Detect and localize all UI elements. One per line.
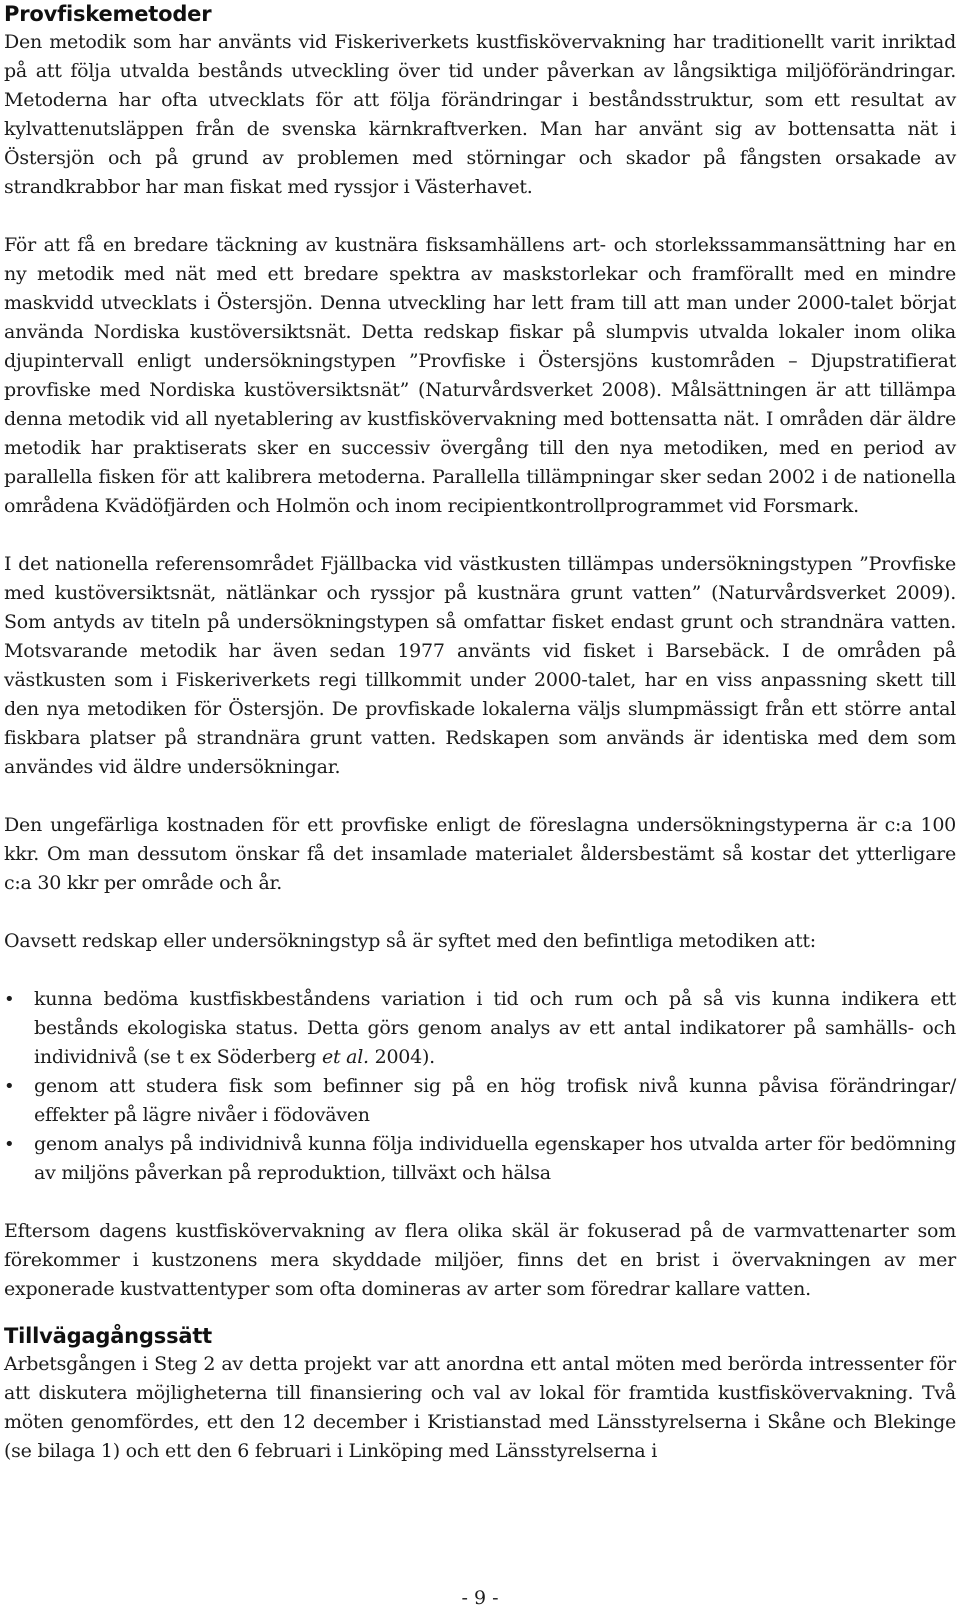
paragraph-2: För att få en bredare täckning av kustnära fisksamhällens art- och storlekssammansättning har en ny metodik med nät med ett bredare spektra av maskstorlekar och framförallt med en mindre maskvidd utvecklats i Östersjön. Denna utveckling har lett fram till att man under 2000-talet börjat använda Nordiska kustöversiktsnät. Detta redskap fiskar på slumpvis utvalda lokaler inom olika djupintervall enligt undersökningstypen ”Provfiske i Östersjöns kustområden – Djupstratifierat provfiske med Nordiska kustöversiktsnät” (Naturvårdsverket 2008). Målsättningen är att tillämpa denna metodik vid all nyetablering av kustfiskövervakning med bottensatta nät. I områden där äldre metodik har praktiserats sker en successiv övergång till den nya metodiken, med en period av parallella fisken för att kalibrera metoderna. Parallella tillämpningar sker sedan 2002 i de nationella områdena Kvädöfjärden och Holmön och inom recipientkontrollprogrammet vid Forsmark.	[4, 234, 956, 517]
list-item	[4, 1130, 956, 1188]
paragraph-3: I det nationella referensområdet Fjällbacka vid västkusten tillämpas undersökningstypen ”Provfiske med kustöversiktsnät, nätlänkar och ryssjor på kustnära grunt vatten” (Naturvårdsverket 2009). Som antyds av titeln på undersökningstypen så omfattar fisket endast grunt och strandnära vatten. Motsvarande metodik har även sedan 1977 använts vid fisket i Barsebäck. I de områden på västkusten som i Fiskeriverkets regi tillkommit under 2000-talet, har en viss anpassning skett till den nya metodiken för Östersjön. De provfiskade lokalerna väljs slumpmässigt från ett större antal fiskbara platser på strandnära grunt vatten. Redskapen som används är identiska med dem som användes vid äldre undersökningar.	[4, 553, 956, 778]
list-item-text-end: 2004).	[368, 1046, 435, 1068]
paragraph-5: Oavsett redskap eller undersökningstyp så är syftet med den befintliga metodiken att:	[4, 930, 816, 952]
list-item-italic: et al.	[321, 1046, 369, 1068]
list-item	[4, 1072, 956, 1130]
list-item-text: genom analys på individnivå kunna följa individuella egenskaper hos utvalda arter för bedömning av miljöns påverkan på reproduktion, tillväxt och hälsa	[34, 1133, 956, 1184]
section-heading-tillvagagangssatt: Tillvägagångssätt	[4, 1324, 213, 1348]
bullet-icon: •	[4, 1134, 15, 1155]
paragraph-tillvagagangssatt: Arbetsgången i Steg 2 av detta projekt var att anordna ett antal möten med berörda intressenter för att diskutera möjligheterna till finansiering och val av lokal för framtida kustfiskövervakning. Två möten genomfördes, ett den 12 december i Kristianstad med Länsstyrelserna i Skåne och Blekinge (se bilaga 1) och ett den 6 februari i Linköping med Länsstyrelserna i	[4, 1353, 956, 1462]
page-number: - 9 -	[461, 1587, 499, 1609]
list-item	[4, 985, 956, 1072]
purpose-list	[4, 985, 956, 1188]
page-content	[4, 0, 956, 1466]
closing-paragraph: Eftersom dagens kustfiskövervakning av flera olika skäl är fokuserad på de varmvattenarter som förekommer i kustzonens mera skyddade miljöer, finns det en brist i övervakningen av mer exponerade kustvattentyper som ofta domineras av arter som föredrar kallare vatten.	[4, 1220, 956, 1300]
bullet-icon: •	[4, 1076, 15, 1097]
list-item-text: genom att studera fisk som befinner sig på en hög trofisk nivå kunna påvisa förändringar/ effekter på lägre nivåer i födoväven	[34, 1075, 956, 1126]
bullet-icon: •	[4, 989, 15, 1010]
paragraph-1: Den metodik som har använts vid Fiskeriverkets kustfiskövervakning har traditionellt varit inriktad på att följa utvalda bestånds utveckling över tid under påverkan av långsiktiga miljöförändringar. Metoderna har ofta utvecklats för att följa förändringar i beståndsstruktur, som ett resultat av kylvattenutsläppen från de svenska kärnkraftverken. Man har använt sig av bottensatta nät i Östersjön och på grund av problemen med störningar och skador på fångsten orsakade av strandkrabbor har man fiskat med ryssjor i Västerhavet.	[4, 31, 956, 198]
paragraph-4: Den ungefärliga kostnaden för ett provfiske enligt de föreslagna undersökningstyperna är c:a 100 kkr. Om man dessutom önskar få det insamlade materialet åldersbestämt så kostar det ytterligare c:a 30 kkr per område och år.	[4, 814, 956, 894]
list-item-text: kunna bedöma kustfiskbeståndens variation i tid och rum och på så vis kunna indikera ett bestånds ekologiska status. Detta görs genom analys av ett antal indikatorer på samhälls- och individnivå (se t ex Söderberg	[34, 988, 956, 1068]
section-heading-provfiskemetoder: Provfiskemetoder	[4, 2, 212, 26]
